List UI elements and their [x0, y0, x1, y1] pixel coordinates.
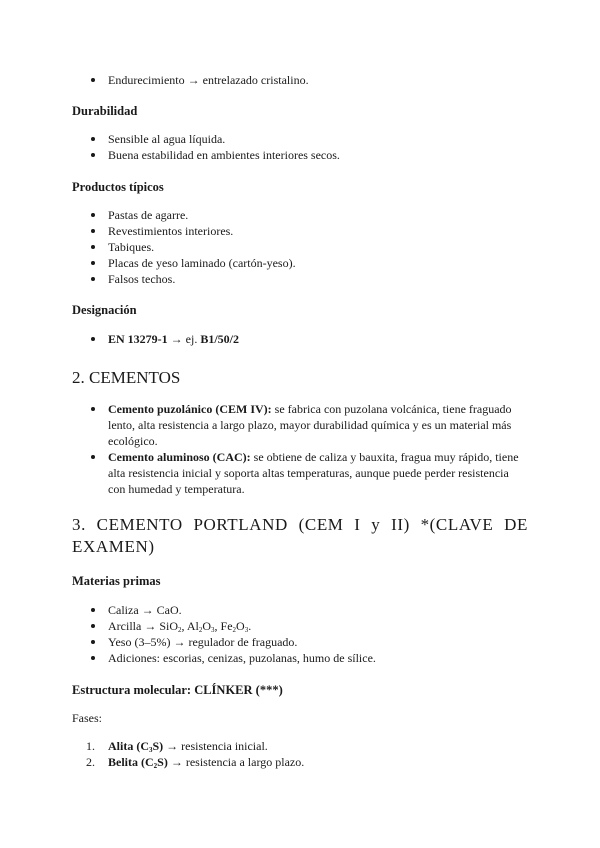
list-item: Cemento puzolánico (CEM IV): se fabrica con puzolana volcánica, tiene fraguado lento, alta resistencia a largo plazo, mayor durabilidad química y es un material más ecológico. — [72, 401, 528, 449]
fases-label-block — [72, 710, 528, 726]
list-item: Falsos techos. — [72, 271, 528, 287]
list-item: Cemento aluminoso (CAC): se obtiene de caliza y bauxita, fragua muy rápido, tiene alta resistencia inicial y soporta altas temperaturas, aunque puede perder resistencia con humedad y temperatura. — [72, 449, 528, 497]
list-item: Tabiques. — [72, 239, 528, 255]
list-item: Caliza → CaO. — [72, 602, 528, 618]
estructura-heading: Estructura molecular: CLÍNKER (***) — [72, 683, 283, 697]
list-item: Pastas de agarre. — [72, 207, 528, 223]
list-item: Placas de yeso laminado (cartón-yeso). — [72, 255, 528, 271]
list-item: Adiciones: escorias, cenizas, puzolanas, humo de sílice. — [72, 650, 528, 666]
productos-section — [72, 179, 528, 195]
designacion-heading: Designación — [72, 303, 137, 317]
durabilidad-list — [72, 131, 528, 163]
designacion-section — [72, 302, 528, 318]
list-item: Endurecimiento → entrelazado cristalino. — [72, 72, 528, 88]
section-3-heading: 3. CEMENTO PORTLAND (CEM I y II) *(CLAVE DE EXAMEN) — [72, 515, 528, 556]
durabilidad-section — [72, 103, 528, 119]
fases-label: Fases: — [72, 711, 102, 725]
materias-section — [72, 573, 528, 589]
section-3 — [72, 514, 528, 558]
materias-heading: Materias primas — [72, 574, 161, 588]
durabilidad-heading: Durabilidad — [72, 104, 138, 118]
designacion-list — [72, 331, 528, 347]
fases-list — [72, 738, 528, 770]
productos-heading: Productos típicos — [72, 180, 164, 194]
section-2-heading: 2. CEMENTOS — [72, 368, 181, 387]
list-item: 2. Belita $(C_2S)$ → resistencia a largo plazo. — [86, 755, 305, 770]
list-item: Yeso (3–5%) → regulador de fraguado. — [72, 634, 528, 650]
section-2 — [72, 367, 528, 389]
list-item: Buena estabilidad en ambientes interiores secos. — [72, 147, 528, 163]
cementos-list — [72, 401, 528, 497]
list-item: Revestimientos interiores. — [72, 223, 528, 239]
materias-list — [72, 602, 528, 666]
list-item: Arcilla → SiO$_2$, $Al_2O_3$, $Fe_2O_3$. — [72, 618, 528, 634]
estructura-section — [72, 682, 528, 698]
list-item: 1. Alita $(C_3S)$ → resistencia inicial. — [86, 739, 268, 754]
intro-list — [72, 72, 528, 88]
productos-list — [72, 207, 528, 287]
list-item: Sensible al agua líquida. — [72, 131, 528, 147]
list-item: EN 13279-1 → ej. B1/50/2 — [72, 331, 528, 347]
